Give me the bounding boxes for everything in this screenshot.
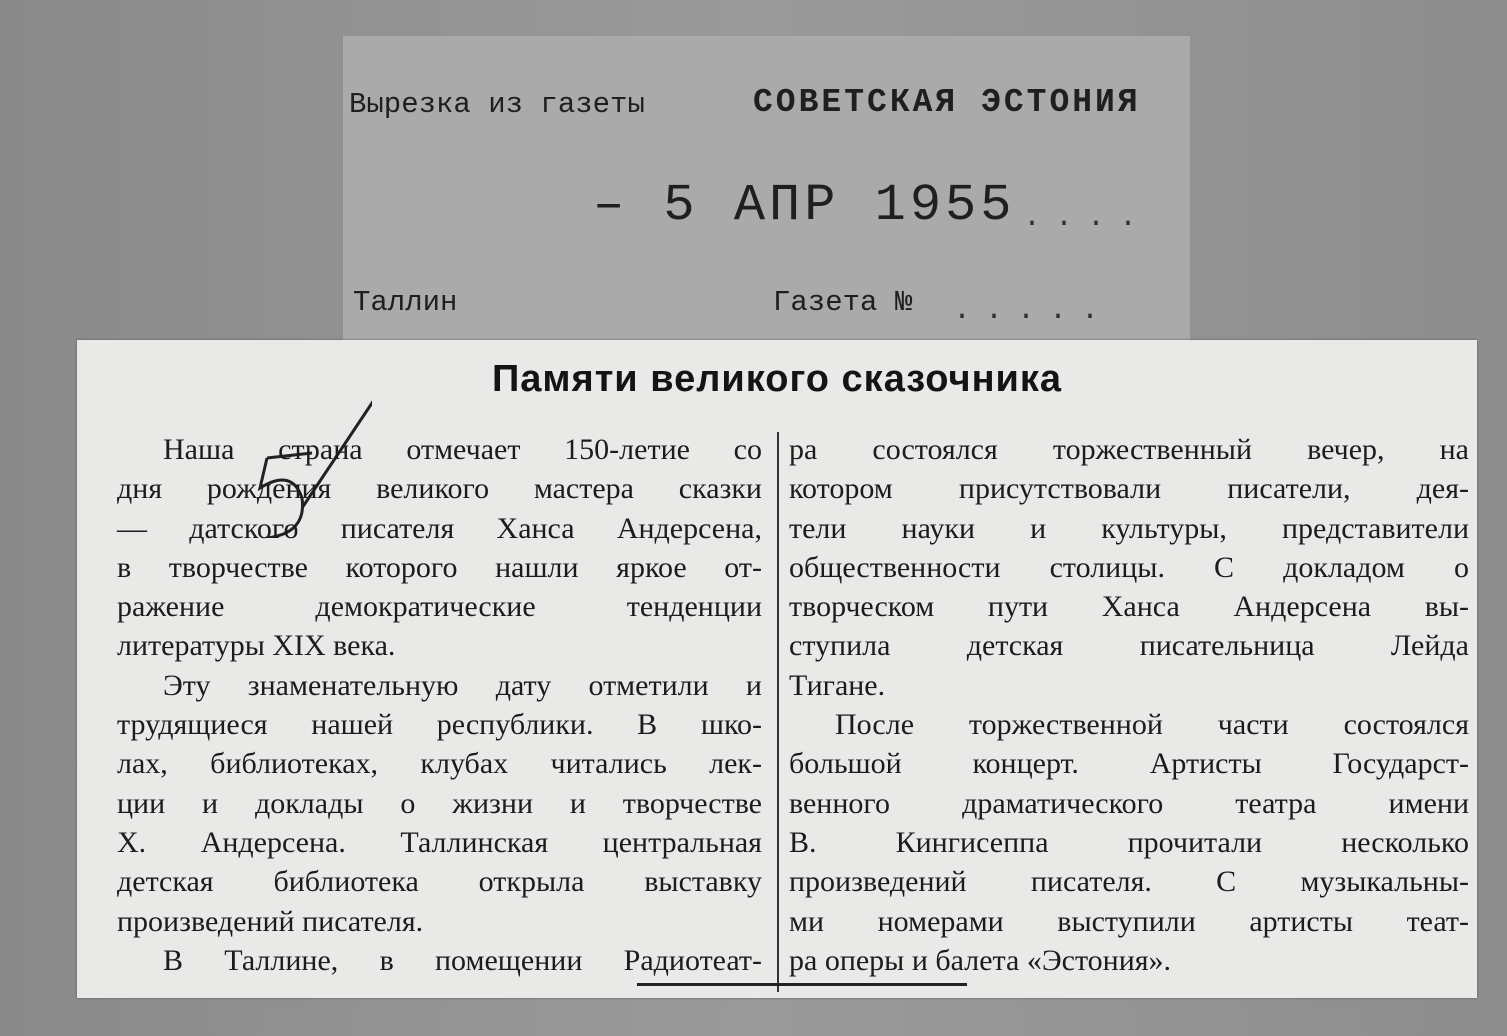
- article-line: Наша страна отмечает 150-летие со: [163, 433, 762, 466]
- date-stamp: – 5 АПР 1955: [593, 176, 1016, 235]
- clipping-service-label: [343, 36, 1190, 340]
- article-title: Памяти великого сказочника: [491, 358, 1063, 400]
- article-line: тели науки и культуры, представители: [789, 511, 1469, 545]
- article-line: трудящиеся нашей республики. В шко-: [117, 708, 762, 742]
- article-line: ступила детская писательница Лейда: [789, 629, 1469, 663]
- article-line: ции и доклады о жизни и творчестве: [117, 786, 762, 820]
- article-line: В Таллине, в помещении Радиотеат-: [163, 943, 762, 977]
- article-line: — датского писателя Ханса Андерсена,: [117, 511, 762, 545]
- article-paragraph: [117, 430, 762, 666]
- article-left-column: [117, 430, 762, 980]
- article-line: творческом пути Ханса Андерсена вы-: [789, 590, 1469, 624]
- newspaper-name: СОВЕТСКАЯ ЭСТОНИЯ: [753, 84, 1141, 121]
- article-line: в творчестве которого нашли яркое от-: [117, 550, 762, 584]
- article-line: произведений писателя.: [117, 904, 424, 938]
- article-line: После торжественной части состоялся: [835, 708, 1469, 742]
- article-paragraph: [789, 430, 1469, 705]
- issue-number-label: Газета №: [773, 286, 913, 319]
- article-line: дня рождения великого мастера сказки: [117, 472, 762, 506]
- newspaper-clipping: [77, 340, 1477, 998]
- article-line: произведений писателя. С музыкальны-: [789, 865, 1469, 899]
- article-line: В. Кингисеппа прочитали несколько: [789, 825, 1469, 859]
- article-line: Х. Андерсена. Таллинская центральная: [117, 825, 762, 859]
- article-right-column: [789, 430, 1469, 980]
- article-line: ра оперы и балета «Эстония».: [789, 943, 1172, 977]
- article-paragraph: [117, 941, 762, 980]
- city-label: Таллин: [353, 286, 458, 319]
- date-dots: ....: [1023, 201, 1152, 235]
- issue-dots: .....: [953, 294, 1114, 328]
- article-line: ми номерами выступили артисты теат-: [789, 904, 1469, 938]
- article-line: ражение демократические тенденции: [117, 590, 762, 624]
- cutting-from-label: Вырезка из газеты: [349, 88, 645, 121]
- article-line: детская библиотека открыла выставку: [117, 865, 762, 899]
- article-line: лах, библиотеках, клубах читались лек-: [117, 747, 762, 781]
- article-line: большой концерт. Артисты Государст-: [789, 747, 1469, 781]
- article-paragraph: [117, 666, 762, 941]
- article-paragraph: [789, 705, 1469, 980]
- article-line: Эту знаменательную дату отметили и: [163, 668, 762, 702]
- article-line: Тигане.: [789, 668, 886, 702]
- article-line: ра состоялся торжественный вечер, на: [789, 433, 1469, 466]
- end-rule: [637, 983, 967, 986]
- article-line: котором присутствовали писатели, дея-: [789, 472, 1469, 506]
- article-line: литературы XIX века.: [117, 629, 396, 663]
- column-divider: [777, 432, 779, 992]
- article-line: общественности столицы. С докладом о: [789, 550, 1469, 584]
- article-line: венного драматического театра имени: [789, 786, 1469, 820]
